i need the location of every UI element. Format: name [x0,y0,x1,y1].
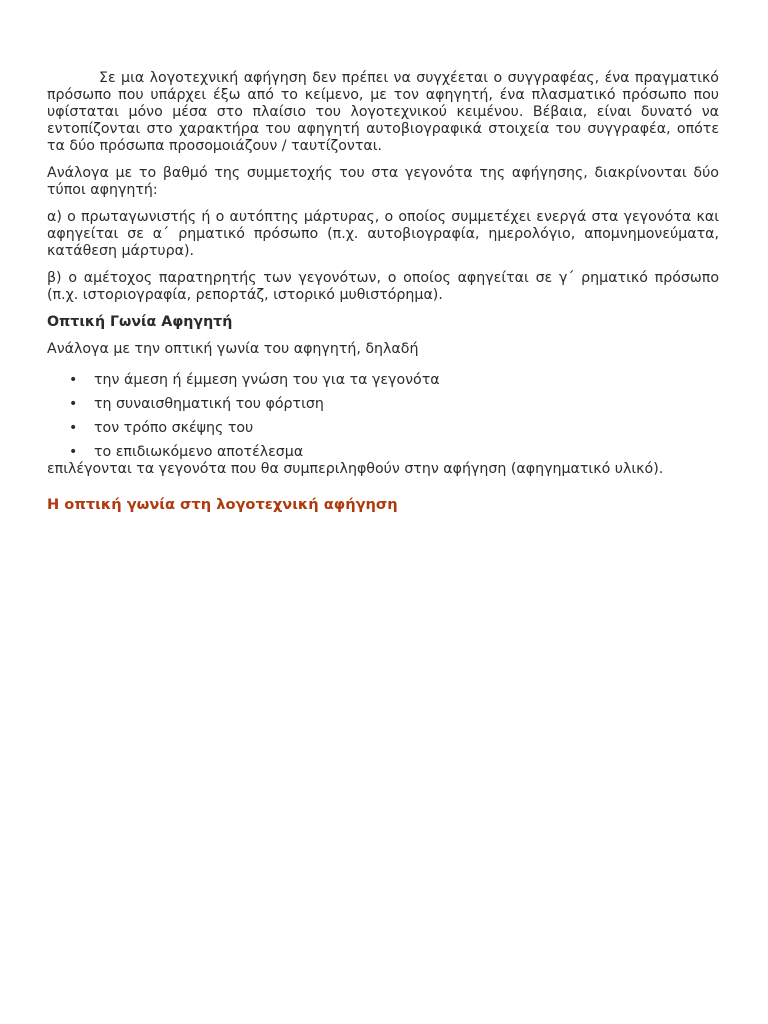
list-item-text: τη συναισθηματική του φόρτιση [94,396,324,412]
document-page [47,70,719,513]
list-item-text: την άμεση ή έμμεση γνώση του για τα γεγονότα [94,372,440,388]
list-item [47,420,719,437]
bullet-icon: • [69,372,78,388]
narrator-type-a-paragraph: α) ο πρωταγωνιστής ή ο αυτόπτης μάρτυρας, ο οποίος συμμετέχει ενεργά στα γεγονότα και αφηγείται σε α΄ ρηματικό πρόσωπο (π.χ. αυτοβιογραφία, ημερολόγιο, απομνημονεύματα, κατάθεση μάρτυρα). [47,209,719,259]
intro-paragraph: Σε μια λογοτεχνική αφήγηση δεν πρέπει να συγχέεται ο συγγραφέας, ένα πραγματικό πρόσωπο που υπάρχει έξω από το κείμενο, με τον αφηγητή, ένα πλασματικό πρόσωπο που υφίσταται μόνο μέσα στο πλαίσιο του λογοτεχνικού κειμένου. Βέβαια, είναι δυνατό να εντοπίζονται στο χαρακτήρα του αφηγητή αυτοβιογραφικά στοιχεία του συγγραφέα, οπότε τα δύο πρόσωπα προσομοιάζουν / ταυτίζονται. [47,70,719,154]
narrator-type-b-paragraph: β) ο αμέτοχος παρατηρητής των γεγονότων, ο οποίος αφηγείται σε γ΄ ρηματικό πρόσωπο (π.χ. ιστοριογραφία, ρεπορτάζ, ιστορικό μυθιστόρημα). [47,270,719,303]
list-item [47,372,719,389]
section-heading: Οπτική Γωνία Αφηγητή [47,314,233,330]
list-item [47,444,719,461]
section-outro: επιλέγονται τα γεγονότα που θα συμπεριληφθούν στην αφήγηση (αφηγηματικό υλικό). [47,461,664,477]
section-intro: Ανάλογα με την οπτική γωνία του αφηγητή, δηλαδή [47,341,419,357]
narrator-types-paragraph: Ανάλογα με το βαθμό της συμμετοχής του στα γεγονότα της αφήγησης, διακρίνονται δύο τύποι αφηγητή: [47,165,719,198]
bullet-list [47,372,719,461]
bullet-icon: • [69,444,78,460]
subsection-link-heading[interactable]: Η οπτική γωνία στη λογοτεχνική αφήγηση [47,496,398,513]
bullet-icon: • [69,420,78,436]
list-item-text: τον τρόπο σκέψης του [94,420,254,436]
list-item-text: το επιδιωκόμενο αποτέλεσμα [94,444,304,460]
bullet-icon: • [69,396,78,412]
list-item [47,396,719,413]
